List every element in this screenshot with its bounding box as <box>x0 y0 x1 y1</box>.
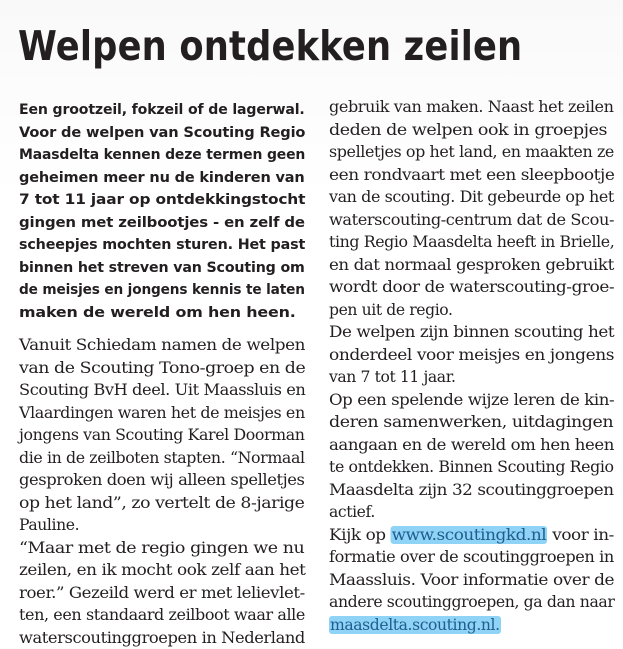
article-title: Welpen ontdekken zeilen <box>18 22 523 70</box>
body-line: gebruik van maken. Naast het zeilen <box>329 98 614 116</box>
body-line: Vanuit Schiedam namen de welpen <box>19 336 306 354</box>
body-line: andere scoutinggroepen, ga dan naar <box>329 593 615 611</box>
body-line: Maasdelta zijn 32 scoutinggroepen <box>329 480 614 499</box>
body-line: zeilen, en ik mocht ook zelf aan het <box>19 561 306 579</box>
intro-line: gingen met zeilbootjes - en zelf de <box>19 214 305 231</box>
body-line: deden de welpen ook in groepjes <box>329 120 608 139</box>
body-line: jongens van Scouting Karel Doorman <box>19 426 305 444</box>
intro-line: 7 tot 11 jaar op ontdekkingstocht <box>19 192 306 208</box>
body-line: een rondvaart met een sleepbootje <box>329 165 615 184</box>
body-line: aangaan en de wereld om hen heen <box>329 435 614 454</box>
link-line-maasdelta <box>329 614 501 636</box>
body-line: Maassluis. Voor informatie over de <box>329 570 615 589</box>
body-line: pen uit de regio. <box>329 300 453 319</box>
body-line: De welpen zijn binnen scouting het <box>329 323 615 341</box>
intro-line: maken de wereld om hen heen. <box>19 304 296 321</box>
body-line: gesproken doen wij alleen spelletjes <box>19 471 305 489</box>
body-line: actief. <box>329 503 375 521</box>
body-line: wordt door de waterscouting-groe- <box>329 278 615 296</box>
body-line: en dat normaal gesproken gebruikt <box>329 255 614 274</box>
body-line: Vlaardingen waren het de meisjes en <box>19 403 305 422</box>
body-line: onderdeel voor meisjes en jongens <box>329 345 615 364</box>
intro-line: geheimen meer nu de kinderen van <box>19 169 305 186</box>
body-line: van 7 tot 11 jaar. <box>329 368 456 386</box>
body-line: formatie over de scoutinggroepen in <box>329 548 614 566</box>
intro-line: Voor de welpen van Scouting Regio <box>19 124 306 141</box>
intro-line: Een grootzeil, fokzeil of de lagerwal. <box>19 102 305 118</box>
body-line: deren samenwerken, uitdagingen <box>329 413 614 431</box>
body-line: ting Regio Maasdelta heeft in Brielle, <box>329 233 615 251</box>
maasdelta-scouting-link[interactable] <box>329 616 501 634</box>
body-line: op het land”, zo vertelt de 8-jarige <box>19 493 305 512</box>
maasdelta-link-text: maasdelta.scouting.nl <box>330 615 496 634</box>
link-line-scoutingkd <box>329 524 614 546</box>
body-line: Pauline. <box>19 516 80 534</box>
body-line: van de Scouting Tono-groep en de <box>19 358 306 377</box>
body-line: Op een spelende wijze leren de kin- <box>329 390 615 409</box>
body-line: “Maar met de regio gingen we nu <box>19 538 305 557</box>
body-line: van de scouting. Dit gebeurde op het <box>329 188 614 206</box>
body-line: ten, een standaard zeilboot waar alle <box>19 606 305 624</box>
intro-line: scheepjes mochten sturen. Het past <box>19 237 306 253</box>
body-line: die in de zeilboten stapten. “Normaal <box>19 448 305 467</box>
link-line-prefix: Kijk op <box>329 525 391 544</box>
scoutingkd-link[interactable]: www.scoutingkd.nl <box>391 525 547 544</box>
link-line-suffix: voor in- <box>547 525 614 544</box>
intro-line: binnen het streven van Scouting om <box>19 259 305 276</box>
body-line: waterscouting-centrum dat de Scou- <box>329 210 615 229</box>
intro-line: de meisjes en jongens kennis te laten <box>19 282 305 298</box>
body-line: roer.” Gezeild werd er met lelievlet- <box>19 583 305 602</box>
body-line: waterscoutinggroepen in Nederland <box>19 628 305 647</box>
body-line: spelletjes op het land, en maakten ze <box>329 143 614 161</box>
intro-line: Maasdelta kennen deze termen geen <box>19 147 306 163</box>
maasdelta-link-period: . <box>495 615 500 634</box>
body-line: te ontdekken. Binnen Scouting Regio <box>329 458 614 476</box>
body-line: Scouting BvH deel. Uit Maassluis en <box>19 381 306 399</box>
